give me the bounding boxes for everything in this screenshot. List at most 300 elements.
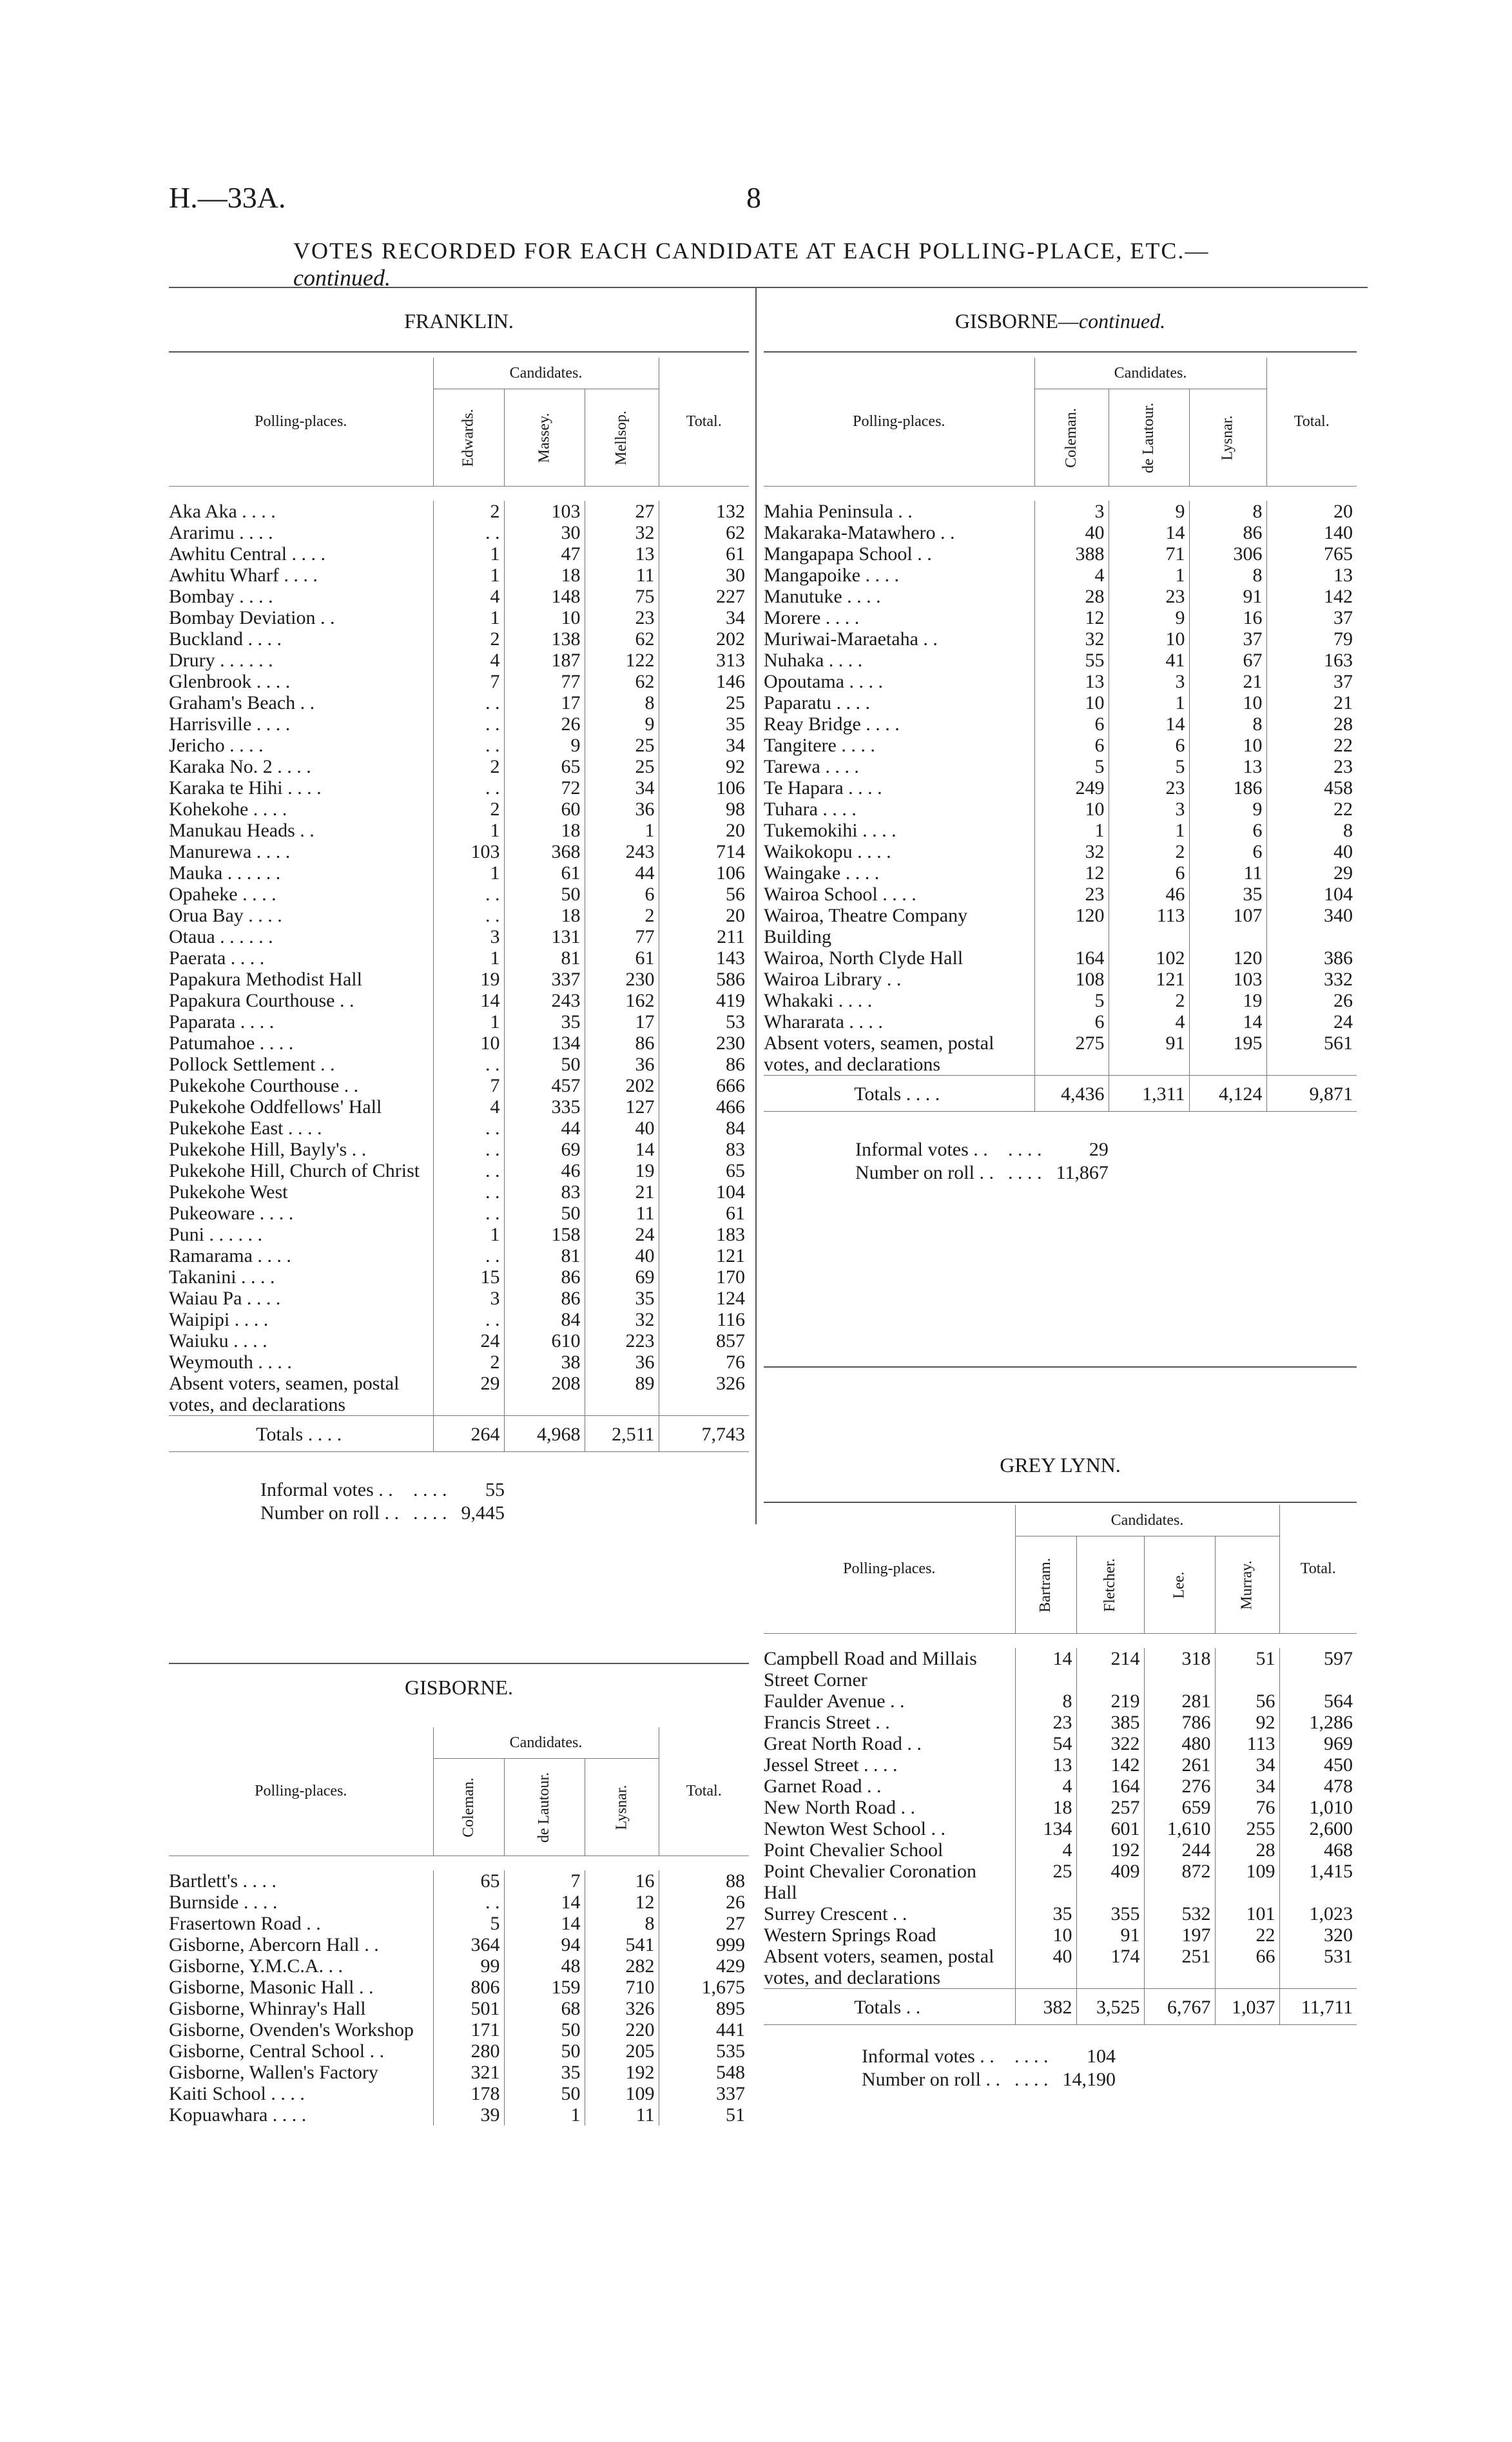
table-row (169, 1998, 749, 2019)
polling-place: Newton West School . . (764, 1818, 946, 1839)
vote-count: 4 (433, 1096, 504, 1118)
vote-count: 368 (504, 841, 585, 862)
row-total: 40 (1266, 841, 1357, 862)
gisborne-cont-title-main: GISBORNE— (955, 309, 1079, 333)
vote-count: 1 (433, 1224, 504, 1245)
table-row (169, 671, 749, 692)
polling-place: Bombay Deviation . . (169, 607, 335, 628)
vote-count: 14 (1189, 1011, 1266, 1032)
table-row (764, 1691, 1357, 1712)
table-row (169, 1288, 749, 1309)
vote-count: 19 (433, 969, 504, 990)
table-row (764, 1032, 1357, 1076)
row-total: 83 (659, 1139, 749, 1160)
vote-count: 35 (504, 2062, 585, 2083)
vote-count: 223 (585, 1330, 659, 1352)
vote-count: 192 (585, 2062, 659, 2083)
row-total: 326 (659, 1373, 749, 1416)
row-total: 62 (659, 522, 749, 543)
vote-count: 806 (433, 1977, 504, 1998)
row-total: 28 (1266, 713, 1357, 735)
vote-count: 68 (504, 1998, 585, 2019)
polling-place: Pukekohe Courthouse . . (169, 1075, 359, 1096)
polling-place: Surrey Crescent . . (764, 1903, 907, 1924)
vote-count: 541 (585, 1934, 659, 1955)
polling-place: Pukekohe West (169, 1181, 288, 1203)
row-total: 26 (1266, 990, 1357, 1011)
vote-count: 25 (585, 735, 659, 756)
polling-place: Manukau Heads . . (169, 820, 315, 841)
row-total: 666 (659, 1075, 749, 1096)
candidate-heading (433, 389, 504, 487)
vote-count: 251 (1144, 1946, 1215, 1989)
polling-place: Gisborne, Central School . . (169, 2040, 385, 2062)
franklin-roll-row (254, 1502, 511, 1524)
table-row (764, 969, 1357, 990)
candidate-heading (1034, 389, 1109, 487)
row-total: 714 (659, 841, 749, 862)
table-row (169, 1934, 749, 1955)
row-total: 8 (1266, 820, 1357, 841)
vote-count: 282 (585, 1955, 659, 1977)
informal-label: Informal votes . . (862, 2046, 994, 2067)
table-row (169, 969, 749, 990)
vote-count: 13 (1015, 1754, 1076, 1776)
candidate-name: Massey. (535, 412, 552, 463)
table-row (764, 990, 1357, 1011)
table-row (764, 820, 1357, 841)
polling-place: Opaheke . . . . (169, 884, 276, 905)
vote-count: 50 (504, 2040, 585, 2062)
vote-count: 5 (1034, 990, 1109, 1011)
row-total: 227 (659, 586, 749, 607)
vote-count: 255 (1215, 1818, 1279, 1839)
vote-count: 8 (1189, 565, 1266, 586)
table-row (764, 1733, 1357, 1754)
vote-count: 134 (504, 1032, 585, 1054)
table-row (764, 1861, 1357, 1903)
row-total: 441 (659, 2019, 749, 2040)
polling-place: Gisborne, Abercorn Hall . . (169, 1934, 379, 1955)
vote-count: 1,610 (1144, 1818, 1215, 1839)
polling-place: Pukekohe Oddfellows' Hall (169, 1096, 382, 1118)
table-row (169, 2019, 749, 2040)
row-total: 104 (659, 1181, 749, 1203)
candidate-total: 4,968 (504, 1416, 585, 1452)
row-total: 1,415 (1279, 1861, 1357, 1903)
vote-count: 138 (504, 628, 585, 650)
gisborne-cont-total-heading: Total. (1266, 358, 1357, 487)
table-row (169, 501, 749, 522)
polling-place: Mauka . . . . . . (169, 862, 281, 884)
gisborne-cont-summary (848, 1138, 1116, 1185)
table-row (169, 777, 749, 799)
roll-value: 14,190 (1062, 2069, 1116, 2090)
grand-total: 9,871 (1266, 1076, 1357, 1112)
vote-count: 69 (504, 1139, 585, 1160)
table-row (764, 565, 1357, 586)
table-row (764, 1776, 1357, 1797)
vote-count: 659 (1144, 1797, 1215, 1818)
vote-count: 99 (433, 1955, 504, 1977)
table-row (169, 1977, 749, 1998)
row-total: 104 (1266, 884, 1357, 905)
row-total: 1,010 (1279, 1797, 1357, 1818)
vote-count: 103 (433, 841, 504, 862)
row-total: 337 (659, 2083, 749, 2104)
polling-place: Jericho . . . . (169, 735, 264, 756)
vote-count: . . (433, 692, 504, 713)
vote-count: 91 (1109, 1032, 1189, 1076)
candidate-heading (1144, 1536, 1215, 1634)
polling-place: Pukekohe Hill, Church of Christ (169, 1160, 420, 1181)
vote-count: 23 (1034, 884, 1109, 905)
vote-count: 174 (1076, 1946, 1144, 1989)
vote-count: . . (433, 1054, 504, 1075)
vote-count: 48 (504, 1955, 585, 1977)
table-row (169, 2104, 749, 2126)
vote-count: 26 (504, 713, 585, 735)
vote-count: 6 (1189, 820, 1266, 841)
vote-count: 355 (1076, 1903, 1144, 1924)
vote-count: 1 (504, 2104, 585, 2126)
polling-place: Garnet Road . . (764, 1776, 882, 1797)
vote-count: 32 (1034, 628, 1109, 650)
vote-count: 18 (504, 565, 585, 586)
table-row (764, 1839, 1357, 1861)
vote-count: 86 (1189, 522, 1266, 543)
vote-count: 12 (1034, 607, 1109, 628)
vote-count: 12 (585, 1892, 659, 1913)
polling-place: Graham's Beach . . (169, 692, 315, 713)
row-total: 53 (659, 1011, 749, 1032)
vote-count: 8 (1189, 713, 1266, 735)
vote-count: 24 (433, 1330, 504, 1352)
vote-count: 409 (1076, 1861, 1144, 1903)
vote-count: 1 (433, 543, 504, 565)
row-total: 61 (659, 543, 749, 565)
polling-place: Muriwai-Maraetaha . . (764, 628, 938, 650)
row-total: 23 (1266, 756, 1357, 777)
vote-count: 109 (1215, 1861, 1279, 1903)
vote-count: 388 (1034, 543, 1109, 565)
row-total: 84 (659, 1118, 749, 1139)
vote-count: 1 (433, 1011, 504, 1032)
grey-lynn-title-rule (764, 1502, 1357, 1503)
table-row (169, 1245, 749, 1266)
candidate-name: Coleman. (1063, 407, 1080, 468)
polling-place: Patumahoe . . . . (169, 1032, 294, 1054)
vote-count: 37 (1189, 628, 1266, 650)
vote-count: 25 (1015, 1861, 1076, 1903)
vote-count: 281 (1144, 1691, 1215, 1712)
polling-place: Bombay . . . . (169, 586, 273, 607)
polling-place: Whakaki . . . . (764, 990, 873, 1011)
vote-count: 11 (1189, 862, 1266, 884)
vote-count: 131 (504, 926, 585, 947)
vote-count: 134 (1015, 1818, 1076, 1839)
vote-count: 12 (1034, 862, 1109, 884)
vote-count: 230 (585, 969, 659, 990)
vote-count: 164 (1076, 1776, 1144, 1797)
row-total: 37 (1266, 607, 1357, 628)
vote-count: 4 (1015, 1776, 1076, 1797)
table-row (764, 1924, 1357, 1946)
vote-count: 51 (1215, 1648, 1279, 1691)
polling-place: Ararimu . . . . (169, 522, 273, 543)
grey-lynn-table (764, 1505, 1357, 2025)
polling-place: Tuhara . . . . (764, 799, 857, 820)
row-total: 29 (1266, 862, 1357, 884)
vote-count: 122 (585, 650, 659, 671)
polling-place: Opoutama . . . . (764, 671, 883, 692)
vote-count: 2 (1109, 990, 1189, 1011)
vote-count: 89 (585, 1373, 659, 1416)
vote-count: 321 (433, 2062, 504, 2083)
totals-row (169, 1416, 749, 1452)
table-row (169, 628, 749, 650)
gisborne-top-rule (169, 1663, 749, 1664)
vote-count: 276 (1144, 1776, 1215, 1797)
row-total: 211 (659, 926, 749, 947)
vote-count: 5 (1109, 756, 1189, 777)
polling-place: Waiuku . . . . (169, 1330, 267, 1352)
grey-lynn-summary (854, 2044, 1123, 2092)
vote-count: 36 (585, 1352, 659, 1373)
candidate-name: Edwards. (460, 409, 477, 467)
vote-count: 46 (504, 1160, 585, 1181)
table-row (169, 1011, 749, 1032)
row-total: 86 (659, 1054, 749, 1075)
polling-place: Mangapapa School . . (764, 543, 932, 565)
polling-place: Orua Bay . . . . (169, 905, 282, 926)
row-total: 121 (659, 1245, 749, 1266)
polling-place: Weymouth . . . . (169, 1352, 292, 1373)
spacer-row (169, 1856, 749, 1871)
row-total: 597 (1279, 1648, 1357, 1691)
vote-count: 14 (585, 1139, 659, 1160)
gisborne-cont-title (764, 309, 1357, 333)
candidate-total: 2,511 (585, 1416, 659, 1452)
table-row (169, 1266, 749, 1288)
polling-place: Mahia Peninsula . . (764, 501, 913, 522)
vote-count: 6 (585, 884, 659, 905)
vote-count: 318 (1144, 1648, 1215, 1691)
row-total: 116 (659, 1309, 749, 1330)
roll-label: Number on roll . . (260, 1502, 399, 1524)
vote-count: 8 (1015, 1691, 1076, 1712)
table-row (169, 947, 749, 969)
table-row (764, 713, 1357, 735)
row-total: 88 (659, 1870, 749, 1892)
polling-place: Paparata . . . . (169, 1011, 275, 1032)
vote-count: 27 (585, 501, 659, 522)
candidate-name: Lysnar. (1219, 415, 1236, 460)
row-total: 230 (659, 1032, 749, 1054)
vote-count: 23 (1109, 777, 1189, 799)
vote-count: 220 (585, 2019, 659, 2040)
table-row (764, 628, 1357, 650)
vote-count: 1 (433, 565, 504, 586)
vote-count: 1 (1109, 692, 1189, 713)
candidate-total: 6,767 (1144, 1989, 1215, 2025)
vote-count: 162 (585, 990, 659, 1011)
vote-count: 13 (1034, 671, 1109, 692)
vote-count: . . (433, 1181, 504, 1203)
table-row (764, 841, 1357, 862)
vote-count: 36 (585, 1054, 659, 1075)
polling-place: Great North Road . . (764, 1733, 922, 1754)
vote-count: 164 (1034, 947, 1109, 969)
vote-count: 46 (1109, 884, 1189, 905)
vote-count: 86 (504, 1288, 585, 1309)
table-row (169, 607, 749, 628)
vote-count: 67 (1189, 650, 1266, 671)
vote-count: 10 (1034, 799, 1109, 820)
polling-place: Tarewa . . . . (764, 756, 859, 777)
polling-place: Papakura Methodist Hall (169, 969, 362, 990)
vote-count: 457 (504, 1075, 585, 1096)
page-number: 8 (746, 181, 761, 214)
table-row (169, 1892, 749, 1913)
vote-count: 13 (1189, 756, 1266, 777)
row-total: 22 (1266, 799, 1357, 820)
polling-place: Awhitu Wharf . . . . (169, 565, 318, 586)
row-total: 124 (659, 1288, 749, 1309)
table-row (764, 905, 1357, 947)
vote-count: 6 (1109, 735, 1189, 756)
table-row (764, 1903, 1357, 1924)
row-total: 30 (659, 565, 749, 586)
table-row (764, 947, 1357, 969)
franklin-title: FRANKLIN. (404, 309, 514, 333)
table-row (169, 1224, 749, 1245)
polling-place: Drury . . . . . . (169, 650, 273, 671)
vote-count: 44 (504, 1118, 585, 1139)
vote-count: 3 (1109, 799, 1189, 820)
vote-count: . . (433, 777, 504, 799)
vote-count: 18 (504, 820, 585, 841)
vote-count: 5 (1034, 756, 1109, 777)
table-row (764, 650, 1357, 671)
page-title-continued: continued. (293, 265, 391, 291)
vote-count: 50 (504, 2019, 585, 2040)
vote-count: . . (433, 522, 504, 543)
candidate-total: 4,124 (1189, 1076, 1266, 1112)
row-total: 76 (659, 1352, 749, 1373)
roll-label: Number on roll . . (855, 1162, 994, 1183)
polling-place: Gisborne, Ovenden's Workshop (169, 2019, 414, 2040)
vote-count: 243 (504, 990, 585, 1011)
polling-place: Kohekohe . . . . (169, 799, 287, 820)
roll-dots: . . . . (412, 1502, 447, 1524)
page-title (293, 237, 1260, 291)
candidate-name: Mellsop. (612, 410, 630, 465)
row-total: 143 (659, 947, 749, 969)
vote-count: 337 (504, 969, 585, 990)
franklin-summary (253, 1478, 512, 1526)
vote-count: 77 (585, 926, 659, 947)
vote-count: 3 (1034, 501, 1109, 522)
row-total: 548 (659, 2062, 749, 2083)
row-total: 765 (1266, 543, 1357, 565)
vote-count: 261 (1144, 1754, 1215, 1776)
table-row (764, 1946, 1357, 1989)
vote-count: 10 (1189, 735, 1266, 756)
vote-count: 101 (1215, 1903, 1279, 1924)
vote-count: 71 (1109, 543, 1189, 565)
vote-count: 18 (1015, 1797, 1076, 1818)
polling-place: Jessel Street . . . . (764, 1754, 898, 1776)
polling-place: Wairoa Library . . (764, 969, 902, 990)
vote-count: 50 (504, 2083, 585, 2104)
table-row (764, 692, 1357, 713)
franklin-top-rule (169, 351, 749, 353)
grey-lynn-roll-row (855, 2069, 1122, 2091)
vote-count: 40 (585, 1245, 659, 1266)
polling-place: Buckland . . . . (169, 628, 282, 650)
spacer-cell (764, 487, 1357, 501)
table-row (169, 905, 749, 926)
vote-count: 92 (1215, 1712, 1279, 1733)
polling-place: Makaraka-Matawhero . . (764, 522, 955, 543)
table-row (169, 1203, 749, 1224)
candidate-heading (585, 389, 659, 487)
row-total: 26 (659, 1892, 749, 1913)
vote-count: 32 (1034, 841, 1109, 862)
totals-label: Totals . . (764, 1989, 1015, 2025)
vote-count: 72 (504, 777, 585, 799)
polling-place: Wairoa, Theatre Company Building (764, 905, 968, 947)
franklin-table-wrap (169, 358, 749, 1526)
vote-count: . . (433, 1245, 504, 1266)
polling-place: Gisborne, Masonic Hall . . (169, 1977, 374, 1998)
informal-value: 55 (485, 1479, 505, 1500)
vote-count: 6 (1034, 735, 1109, 756)
polling-place: Absent voters, seamen, postal votes, and declarations (169, 1373, 400, 1415)
table-row (764, 884, 1357, 905)
vote-count: 205 (585, 2040, 659, 2062)
table-row (169, 2040, 749, 2062)
vote-count: 81 (504, 947, 585, 969)
vote-count: 142 (1076, 1754, 1144, 1776)
vote-count: 2 (433, 1352, 504, 1373)
gisborne-cont-candidates-heading: Candidates. (1034, 358, 1266, 389)
polling-place: Gisborne, Whinray's Hall (169, 1998, 366, 2019)
informal-value: 29 (1089, 1139, 1109, 1160)
gisborne-cont-table-wrap (764, 358, 1357, 1185)
vote-count: 91 (1189, 586, 1266, 607)
table-row (764, 799, 1357, 820)
row-total: 163 (1266, 650, 1357, 671)
gisborne-polling-places-heading: Polling-places. (169, 1727, 433, 1856)
table-row (169, 565, 749, 586)
vote-count: 9 (1109, 607, 1189, 628)
vote-count: 40 (1015, 1946, 1076, 1989)
vote-count: 2 (433, 501, 504, 522)
vote-count: 6 (1189, 841, 1266, 862)
polling-place: Tangitere . . . . (764, 735, 875, 756)
vote-count: 219 (1076, 1691, 1144, 1712)
vote-count: 326 (585, 1998, 659, 2019)
candidate-name: Bartram. (1036, 1557, 1054, 1613)
candidate-name: Fletcher. (1101, 1558, 1118, 1612)
vote-count: 22 (1215, 1924, 1279, 1946)
table-row (169, 1352, 749, 1373)
vote-count: 81 (504, 1245, 585, 1266)
polling-place: Wairoa School . . . . (764, 884, 916, 905)
polling-place: Morere . . . . (764, 607, 860, 628)
